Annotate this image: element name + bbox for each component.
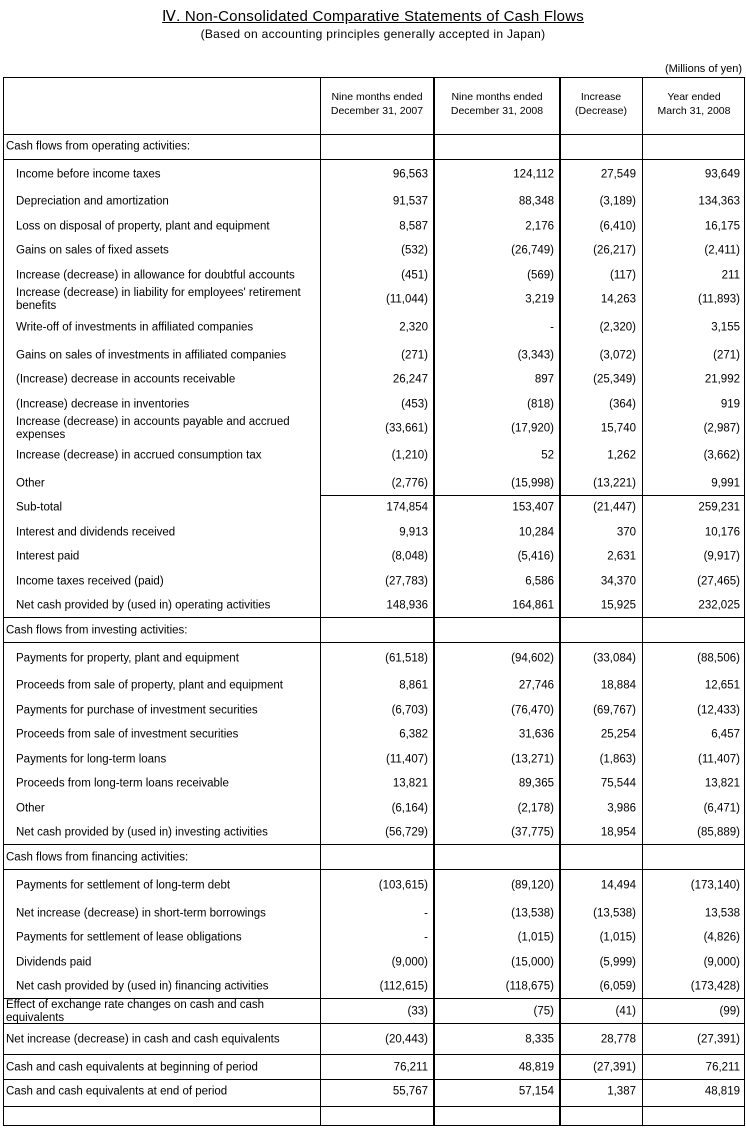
row-value: (271): [713, 349, 740, 361]
row-value: (11,893): [698, 293, 740, 306]
table-row: [4, 520, 744, 545]
row-value: 28,778: [600, 1033, 636, 1045]
row-value: 96,563: [392, 168, 428, 181]
row-label: Other: [16, 477, 45, 489]
row-value: 14,263: [600, 293, 636, 306]
table-header: [4, 78, 744, 135]
row-value: 2,176: [525, 220, 554, 232]
row-value: 164,861: [512, 599, 554, 612]
row-label: Dividends paid: [16, 956, 92, 968]
row-value: 919: [720, 398, 740, 410]
row-label: Payments for purchase of investment securities: [16, 704, 258, 716]
table-row: [4, 772, 744, 796]
row-value: 27,549: [600, 168, 636, 181]
row-value: 76,211: [705, 1061, 740, 1073]
table-row: [4, 160, 744, 190]
row-value: (818): [527, 398, 554, 410]
row-value: (6,164): [391, 802, 428, 814]
row-value: (364): [609, 398, 636, 410]
row-value: (94,602): [511, 652, 554, 664]
row-value: (453): [401, 398, 428, 410]
row-value: (88,506): [697, 652, 740, 664]
cash-flow-table: [3, 77, 745, 1126]
row-value: (2,320): [599, 321, 636, 333]
row-value: 8,861: [399, 679, 428, 692]
table-row: [4, 1080, 744, 1104]
table-row: [4, 975, 744, 999]
row-value: (11,044): [386, 293, 428, 306]
table-row: [4, 471, 744, 496]
row-value: 134,363: [698, 195, 740, 208]
row-value: 88,348: [518, 195, 554, 208]
row-value: (27,783): [385, 575, 428, 587]
row-label: Cash flows from investing activities:: [6, 624, 188, 636]
row-label: Interest and dividends received: [16, 526, 176, 538]
row-value: (5,999): [599, 956, 636, 968]
row-value: 31,636: [518, 728, 554, 741]
table-row: [4, 263, 744, 288]
row-value: 8,335: [525, 1033, 554, 1045]
row-value: 3,155: [711, 321, 740, 333]
row-value: 18,884: [600, 679, 636, 692]
row-value: 93,649: [704, 168, 740, 181]
row-value: (33,661): [385, 422, 428, 435]
row-value: (27,391): [593, 1061, 636, 1073]
table-row: [4, 926, 744, 950]
row-value: (8,048): [391, 550, 428, 563]
row-value: (20,443): [385, 1033, 428, 1045]
row-label: Net cash provided by (used in) operating activities: [16, 599, 271, 612]
row-label: Payments for property, plant and equipment: [16, 652, 239, 664]
row-value: (9,000): [391, 956, 428, 968]
row-value: 232,025: [698, 599, 740, 612]
row-label: Depreciation and amortization: [16, 195, 169, 208]
row-value: -: [424, 931, 428, 944]
row-value: (118,675): [505, 980, 554, 993]
row-value: (89,120): [511, 879, 554, 891]
row-label: Cash and cash equivalents at end of period: [6, 1085, 228, 1098]
row-value: 27,746: [518, 679, 554, 692]
row-value: 148,936: [386, 599, 428, 612]
row-value: (2,987): [703, 422, 740, 435]
row-value: (451): [401, 269, 428, 281]
row-label: Payments for settlement of lease obligations: [16, 931, 242, 944]
row-value: 18,954: [600, 826, 636, 839]
row-value: -: [550, 321, 554, 333]
row-value: 55,767: [392, 1085, 428, 1098]
row-value: (2,178): [517, 802, 554, 814]
row-value: 25,254: [600, 728, 636, 741]
row-value: (117): [610, 269, 636, 281]
row-value: (13,271): [511, 753, 554, 765]
table-row: [4, 845, 744, 870]
row-label: Income taxes received (paid): [16, 575, 164, 587]
table-row: [4, 643, 744, 674]
row-value: (569): [527, 269, 554, 281]
row-label: Write-off of investments in affiliated companies: [16, 321, 254, 333]
row-value: (13,538): [593, 907, 636, 919]
row-value: (173,140): [690, 879, 740, 891]
table-row: [4, 214, 744, 239]
row-value: (103,615): [378, 879, 428, 891]
row-value: 174,854: [386, 501, 428, 514]
row-value: 48,819: [518, 1061, 554, 1073]
table-row: [4, 312, 744, 343]
row-value: (2,776): [391, 477, 428, 489]
row-value: 1,387: [607, 1085, 636, 1098]
row-value: 76,211: [393, 1061, 428, 1073]
row-value: (6,471): [703, 802, 740, 814]
table-row: [4, 392, 744, 417]
row-value: (271): [401, 349, 428, 361]
row-value: (5,416): [517, 550, 554, 563]
row-value: 16,175: [704, 220, 740, 232]
row-label: Increase (decrease) in allowance for doubtful accounts: [16, 269, 295, 281]
row-value: 21,992: [704, 373, 740, 386]
row-value: 8,587: [399, 220, 428, 232]
column-header: Year ended March 31, 2008: [657, 91, 731, 117]
row-value: (11,407): [386, 753, 428, 765]
table-row: [4, 343, 744, 368]
table-row: [4, 239, 744, 263]
row-value: (11,407): [698, 753, 740, 765]
row-value: (27,391): [697, 1033, 740, 1045]
row-value: (1,015): [517, 931, 554, 944]
column-header: Increase (Decrease): [575, 91, 627, 117]
row-value: 75,544: [600, 777, 636, 790]
row-value: 10,176: [704, 526, 740, 538]
table-row: [4, 870, 744, 901]
row-value: (1,015): [599, 931, 636, 944]
row-label: Proceeds from long-term loans receivable: [16, 777, 229, 790]
table-row: [4, 288, 744, 312]
row-value: 52: [541, 449, 554, 462]
table-row: [4, 950, 744, 975]
row-label: Increase (decrease) in accounts payable and accrued expenses: [16, 416, 290, 441]
row-value: (6,410): [599, 220, 636, 232]
row-value: (3,189): [599, 195, 636, 208]
row-value: (25,349): [593, 373, 636, 386]
row-label: Proceeds from sale of property, plant and equipment: [16, 679, 283, 692]
row-label: (Increase) decrease in inventories: [16, 398, 190, 410]
row-value: (3,343): [517, 349, 554, 361]
row-label: Increase (decrease) in accrued consumption tax: [16, 449, 262, 462]
row-value: (37,775): [511, 826, 554, 839]
row-label: Proceeds from sale of investment securities: [16, 728, 239, 741]
row-label: Cash flows from operating activities:: [6, 140, 191, 153]
row-label: Gains on sales of investments in affiliated companies: [16, 349, 287, 361]
row-value: (3,662): [703, 449, 740, 462]
table-row: [4, 901, 744, 926]
row-label: Net cash provided by (used in) investing activities: [16, 826, 268, 839]
row-label: Payments for long-term loans: [16, 753, 167, 765]
row-value: (76,470): [511, 704, 554, 716]
row-value: (532): [401, 244, 428, 257]
row-value: (26,217): [593, 244, 636, 257]
row-value: (99): [719, 1005, 740, 1017]
row-value: 153,407: [512, 501, 554, 514]
table-row: [4, 569, 744, 594]
table-row: [4, 594, 744, 618]
row-value: 6,586: [525, 575, 554, 587]
table-row: [4, 618, 744, 643]
row-value: (56,729): [385, 826, 428, 839]
table-row: [4, 698, 744, 723]
row-value: 3,219: [525, 293, 554, 306]
table-row: [4, 496, 744, 520]
row-value: 13,821: [704, 777, 740, 790]
row-value: (26,749): [511, 244, 554, 257]
row-value: (13,538): [511, 907, 554, 919]
row-value: 48,819: [704, 1085, 740, 1098]
row-value: (17,920): [511, 422, 554, 435]
row-value: 12,651: [704, 679, 740, 692]
table-row: [4, 999, 744, 1024]
row-value: 6,382: [399, 728, 428, 741]
row-label: Cash flows from financing activities:: [6, 851, 189, 863]
double-underline: [4, 1106, 744, 1107]
row-value: (4,826): [703, 931, 740, 944]
row-value: (112,615): [379, 980, 428, 993]
table-row: [4, 545, 744, 569]
row-value: 9,913: [399, 526, 428, 538]
row-value: 15,740: [600, 422, 636, 435]
page-subtitle: (Based on accounting principles generally accepted in Japan): [200, 27, 546, 41]
table-row: [4, 417, 744, 441]
row-value: (27,465): [697, 575, 740, 587]
row-value: (2,411): [704, 244, 740, 257]
row-value: 26,247: [392, 373, 428, 386]
row-value: 2,631: [607, 550, 636, 563]
row-value: 57,154: [518, 1085, 554, 1098]
units-label: (Millions of yen): [664, 63, 742, 75]
row-value: 34,370: [600, 575, 636, 587]
row-value: (61,518): [385, 652, 428, 664]
table-row: [4, 821, 744, 845]
row-label: Payments for settlement of long-term debt: [16, 879, 231, 891]
row-label: Income before income taxes: [16, 168, 161, 181]
row-value: 13,821: [392, 777, 428, 790]
row-value: 91,537: [392, 195, 428, 208]
row-label: Gains on sales of fixed assets: [16, 244, 169, 257]
row-value: (1,863): [599, 753, 636, 765]
row-value: (15,998): [511, 477, 554, 489]
row-value: (33): [407, 1005, 428, 1017]
row-value: 259,231: [698, 501, 740, 514]
row-value: 124,112: [513, 168, 554, 181]
table-row: [4, 1055, 744, 1080]
row-label: Effect of exchange rate changes on cash and cash equivalents: [6, 998, 265, 1024]
column-header: Nine months ended December 31, 2008: [450, 91, 544, 117]
row-value: (9,000): [703, 956, 740, 968]
row-value: (21,447): [593, 501, 636, 514]
table-row: [4, 723, 744, 747]
table-row: [4, 796, 744, 821]
row-value: (6,059): [599, 980, 636, 993]
row-value: 6,457: [711, 728, 740, 741]
row-value: (69,767): [593, 704, 636, 716]
row-value: 89,365: [518, 777, 554, 790]
row-label: (Increase) decrease in accounts receivable: [16, 373, 236, 386]
row-value: (9,917): [703, 550, 740, 563]
row-label: Net increase (decrease) in short-term borrowings: [16, 907, 266, 919]
row-value: 211: [721, 269, 740, 281]
row-label: Cash and cash equivalents at beginning of period: [6, 1061, 258, 1073]
row-value: 3,986: [607, 802, 636, 814]
row-value: -: [424, 907, 428, 919]
row-label: Net increase (decrease) in cash and cash equivalents: [6, 1033, 280, 1045]
row-label: Increase (decrease) in liability for employees' retirement benefits: [16, 287, 301, 312]
row-value: (12,433): [697, 704, 740, 716]
table-row: [4, 190, 744, 214]
row-value: (41): [615, 1005, 636, 1017]
table-row: [4, 1024, 744, 1055]
page-title: [0, 7, 746, 25]
table-row: [4, 441, 744, 471]
row-label: Net cash provided by (used in) financing activities: [16, 980, 269, 993]
row-value: (33,084): [593, 652, 636, 664]
page-title-text: Ⅳ. Non-Consolidated Comparative Statements of Cash Flows: [162, 8, 584, 25]
row-value: 9,991: [711, 477, 740, 489]
table-row: [4, 368, 744, 392]
row-value: (13,221): [593, 477, 636, 489]
row-value: 1,262: [607, 449, 636, 462]
row-value: (3,072): [599, 349, 636, 361]
row-value: 15,925: [600, 599, 636, 612]
row-value: (15,000): [511, 956, 554, 968]
row-value: 10,284: [518, 526, 554, 538]
row-value: (6,703): [391, 704, 428, 716]
row-value: 897: [534, 373, 554, 386]
row-label: Sub-total: [16, 501, 63, 514]
row-value: 2,320: [399, 321, 428, 333]
row-value: 14,494: [600, 879, 636, 891]
table-row: [4, 134, 744, 160]
row-label: Other: [16, 802, 45, 814]
row-label: Loss on disposal of property, plant and equipment: [16, 220, 270, 232]
table-row: [4, 747, 744, 772]
row-value: (75): [533, 1005, 554, 1017]
row-value: (85,889): [697, 826, 740, 839]
row-value: 13,538: [704, 907, 740, 919]
row-value: (173,428): [690, 980, 740, 993]
column-header: Nine months ended December 31, 2007: [330, 91, 424, 117]
row-value: (1,210): [391, 449, 428, 462]
row-value: 370: [616, 526, 636, 538]
row-label: Interest paid: [16, 550, 80, 563]
table-row: [4, 674, 744, 698]
